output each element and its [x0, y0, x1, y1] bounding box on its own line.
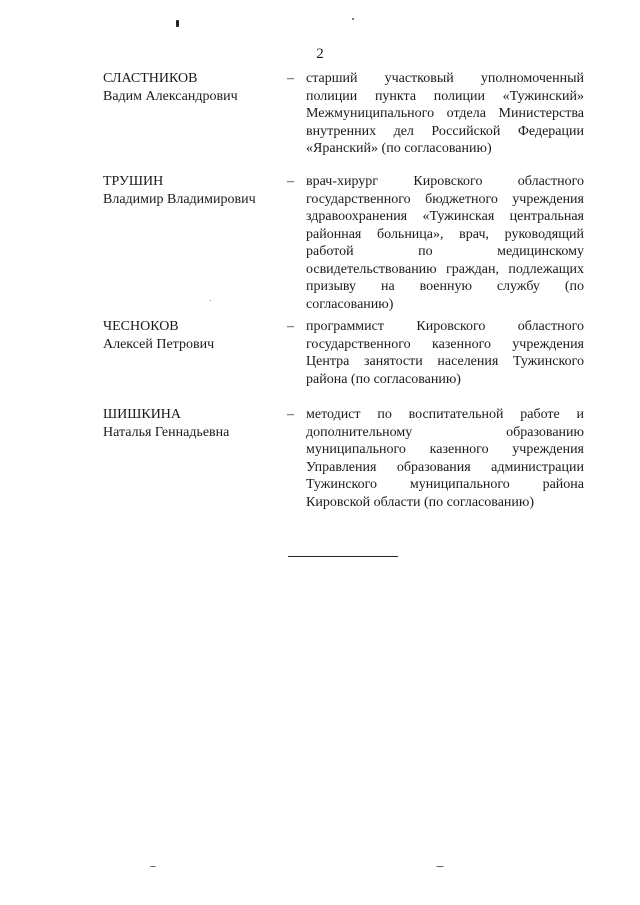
- scan-speck: [176, 20, 179, 27]
- page-number: 2: [316, 46, 324, 62]
- member-name: [103, 70, 278, 105]
- entry-dash: –: [287, 319, 294, 334]
- scan-speck: [210, 300, 211, 301]
- member-name: [103, 406, 278, 441]
- member-surname: СЛАСТНИКОВ: [103, 71, 198, 86]
- scan-speck: [352, 18, 354, 20]
- entry-dash: –: [287, 407, 294, 422]
- member-role: программист Кировского областного государственного казенного учреждения Центра занятости населения Тужинского района (по согласованию): [306, 319, 584, 387]
- member-role: методист по воспитательной работе и дополнительному образованию муниципального казенного учреждения Управления образования администрации Тужинского муниципального района Кировской области (по согласованию): [306, 407, 584, 510]
- member-given-name: Владимир Владимирович: [103, 191, 256, 207]
- member-surname: ШИШКИНА: [103, 407, 182, 422]
- member-role: старший участковый уполномоченный полиции пункта полиции «Тужинский» Межмуниципального отдела Министерства внутренних дел Российской Федерации «Яранский» (по согласованию): [306, 71, 584, 156]
- member-given-name: Алексей Петрович: [103, 336, 215, 352]
- member-role: врач-хирург Кировского областного государственного бюджетного учреждения здравоохранения «Тужинская центральная районная больница», врач, руководящий работой по медицинскому освидетельствованию граждан, подлежащих призыву на военную службу (по согласованию): [306, 174, 584, 312]
- member-given-name: Вадим Александрович: [103, 88, 238, 104]
- member-surname: ЧЕСНОКОВ: [103, 319, 179, 334]
- scan-speck: [150, 866, 156, 867]
- member-surname: ТРУШИН: [103, 174, 164, 189]
- closing-divider-line: [288, 556, 398, 557]
- member-name: [103, 318, 278, 353]
- scan-speck: [436, 866, 444, 867]
- entry-dash: –: [287, 174, 294, 189]
- entry-dash: –: [287, 71, 294, 86]
- member-name: [103, 173, 278, 208]
- member-given-name: Наталья Геннадьевна: [103, 424, 230, 440]
